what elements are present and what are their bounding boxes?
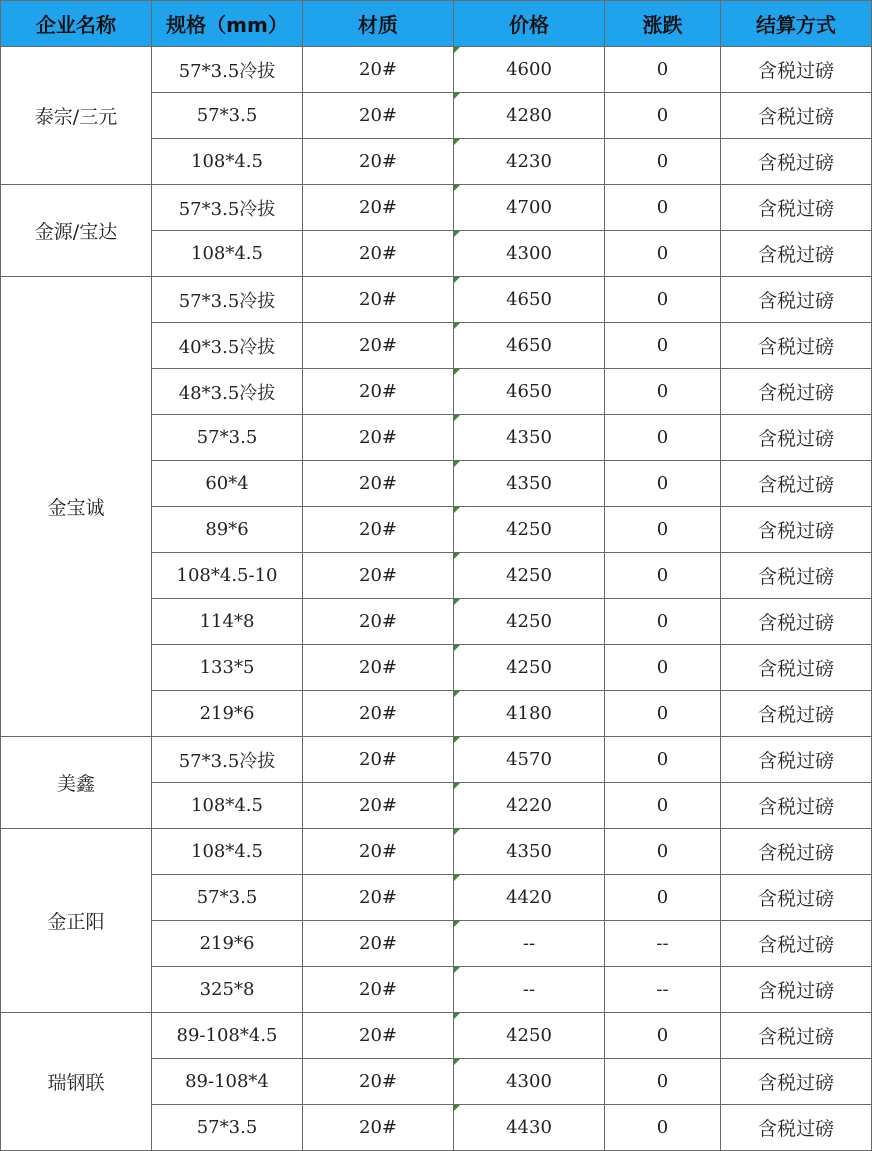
- spec-cell: 57*3.5冷拔: [152, 185, 303, 231]
- material-cell: 20#: [303, 507, 454, 553]
- spec-cell: 219*6: [152, 921, 303, 967]
- material-cell: 20#: [303, 415, 454, 461]
- price-cell: 4350: [454, 461, 605, 507]
- material-cell: 20#: [303, 829, 454, 875]
- header-material: 材质: [303, 1, 454, 47]
- settlement-cell: 含税过磅: [721, 553, 872, 599]
- spec-cell: 108*4.5-10: [152, 553, 303, 599]
- settlement-cell: 含税过磅: [721, 783, 872, 829]
- price-cell: 4250: [454, 507, 605, 553]
- material-cell: 20#: [303, 553, 454, 599]
- header-price: 价格: [454, 1, 605, 47]
- change-cell: 0: [605, 461, 721, 507]
- spec-cell: 108*4.5: [152, 139, 303, 185]
- company-name-cell: 金宝诚: [1, 277, 152, 737]
- material-cell: 20#: [303, 461, 454, 507]
- price-cell: 4220: [454, 783, 605, 829]
- spec-cell: 57*3.5: [152, 875, 303, 921]
- change-cell: 0: [605, 369, 721, 415]
- settlement-cell: 含税过磅: [721, 185, 872, 231]
- material-cell: 20#: [303, 1105, 454, 1151]
- spec-cell: 48*3.5冷拔: [152, 369, 303, 415]
- table-row: [1, 185, 872, 231]
- company-name-cell: 金源/宝达: [1, 185, 152, 277]
- settlement-cell: 含税过磅: [721, 1059, 872, 1105]
- change-cell: 0: [605, 231, 721, 277]
- change-cell: --: [605, 921, 721, 967]
- table-row: [1, 47, 872, 93]
- header-spec: 规格（mm）: [152, 1, 303, 47]
- settlement-cell: 含税过磅: [721, 967, 872, 1013]
- change-cell: 0: [605, 645, 721, 691]
- material-cell: 20#: [303, 599, 454, 645]
- change-cell: 0: [605, 47, 721, 93]
- price-cell: 4430: [454, 1105, 605, 1151]
- header-row: [1, 1, 872, 47]
- price-cell: 4570: [454, 737, 605, 783]
- spec-cell: 57*3.5: [152, 415, 303, 461]
- price-cell: 4420: [454, 875, 605, 921]
- settlement-cell: 含税过磅: [721, 691, 872, 737]
- settlement-cell: 含税过磅: [721, 231, 872, 277]
- price-cell: --: [454, 921, 605, 967]
- spec-cell: 57*3.5冷拔: [152, 737, 303, 783]
- settlement-cell: 含税过磅: [721, 737, 872, 783]
- material-cell: 20#: [303, 277, 454, 323]
- change-cell: 0: [605, 691, 721, 737]
- settlement-cell: 含税过磅: [721, 369, 872, 415]
- material-cell: 20#: [303, 93, 454, 139]
- table-row: [1, 277, 872, 323]
- spec-cell: 108*4.5: [152, 829, 303, 875]
- header-change: 涨跌: [605, 1, 721, 47]
- change-cell: 0: [605, 1013, 721, 1059]
- settlement-cell: 含税过磅: [721, 829, 872, 875]
- price-cell: 4300: [454, 231, 605, 277]
- settlement-cell: 含税过磅: [721, 1105, 872, 1151]
- material-cell: 20#: [303, 47, 454, 93]
- spec-cell: 40*3.5冷拔: [152, 323, 303, 369]
- price-cell: 4650: [454, 323, 605, 369]
- spec-cell: 60*4: [152, 461, 303, 507]
- change-cell: 0: [605, 737, 721, 783]
- price-cell: 4180: [454, 691, 605, 737]
- spec-cell: 57*3.5冷拔: [152, 277, 303, 323]
- settlement-cell: 含税过磅: [721, 599, 872, 645]
- settlement-cell: 含税过磅: [721, 507, 872, 553]
- table-row: [1, 1013, 872, 1059]
- change-cell: 0: [605, 829, 721, 875]
- company-name-cell: 瑞钢联: [1, 1013, 152, 1151]
- change-cell: 0: [605, 185, 721, 231]
- settlement-cell: 含税过磅: [721, 139, 872, 185]
- company-name-cell: 美鑫: [1, 737, 152, 829]
- change-cell: 0: [605, 783, 721, 829]
- settlement-cell: 含税过磅: [721, 461, 872, 507]
- material-cell: 20#: [303, 1013, 454, 1059]
- settlement-cell: 含税过磅: [721, 415, 872, 461]
- material-cell: 20#: [303, 737, 454, 783]
- spec-cell: 108*4.5: [152, 783, 303, 829]
- material-cell: 20#: [303, 139, 454, 185]
- material-cell: 20#: [303, 231, 454, 277]
- price-cell: 4250: [454, 599, 605, 645]
- spec-cell: 219*6: [152, 691, 303, 737]
- material-cell: 20#: [303, 967, 454, 1013]
- price-cell: 4350: [454, 829, 605, 875]
- spec-cell: 89*6: [152, 507, 303, 553]
- spec-cell: 57*3.5: [152, 1105, 303, 1151]
- table-body: [1, 47, 872, 1151]
- spec-cell: 57*3.5: [152, 93, 303, 139]
- price-cell: 4250: [454, 553, 605, 599]
- material-cell: 20#: [303, 691, 454, 737]
- spec-cell: 89-108*4: [152, 1059, 303, 1105]
- settlement-cell: 含税过磅: [721, 93, 872, 139]
- change-cell: 0: [605, 599, 721, 645]
- material-cell: 20#: [303, 921, 454, 967]
- spec-cell: 114*8: [152, 599, 303, 645]
- change-cell: 0: [605, 507, 721, 553]
- spec-cell: 57*3.5冷拔: [152, 47, 303, 93]
- company-name-cell: 金正阳: [1, 829, 152, 1013]
- change-cell: 0: [605, 415, 721, 461]
- spec-cell: 325*8: [152, 967, 303, 1013]
- settlement-cell: 含税过磅: [721, 47, 872, 93]
- material-cell: 20#: [303, 369, 454, 415]
- settlement-cell: 含税过磅: [721, 277, 872, 323]
- settlement-cell: 含税过磅: [721, 875, 872, 921]
- price-cell: 4700: [454, 185, 605, 231]
- price-cell: 4350: [454, 415, 605, 461]
- spec-cell: 89-108*4.5: [152, 1013, 303, 1059]
- price-cell: 4650: [454, 369, 605, 415]
- settlement-cell: 含税过磅: [721, 1013, 872, 1059]
- material-cell: 20#: [303, 323, 454, 369]
- change-cell: 0: [605, 93, 721, 139]
- price-cell: 4280: [454, 93, 605, 139]
- change-cell: 0: [605, 875, 721, 921]
- price-cell: 4600: [454, 47, 605, 93]
- change-cell: 0: [605, 1105, 721, 1151]
- material-cell: 20#: [303, 783, 454, 829]
- header-company: 企业名称: [1, 1, 152, 47]
- change-cell: 0: [605, 553, 721, 599]
- settlement-cell: 含税过磅: [721, 323, 872, 369]
- change-cell: 0: [605, 277, 721, 323]
- price-cell: 4250: [454, 645, 605, 691]
- price-cell: 4650: [454, 277, 605, 323]
- material-cell: 20#: [303, 1059, 454, 1105]
- table-row: [1, 829, 872, 875]
- price-cell: 4230: [454, 139, 605, 185]
- table-row: [1, 737, 872, 783]
- price-cell: --: [454, 967, 605, 1013]
- header-settlement: 结算方式: [721, 1, 872, 47]
- material-cell: 20#: [303, 185, 454, 231]
- price-cell: 4250: [454, 1013, 605, 1059]
- change-cell: --: [605, 967, 721, 1013]
- spec-cell: 133*5: [152, 645, 303, 691]
- price-cell: 4300: [454, 1059, 605, 1105]
- settlement-cell: 含税过磅: [721, 921, 872, 967]
- change-cell: 0: [605, 139, 721, 185]
- settlement-cell: 含税过磅: [721, 645, 872, 691]
- material-cell: 20#: [303, 645, 454, 691]
- change-cell: 0: [605, 1059, 721, 1105]
- spec-cell: 108*4.5: [152, 231, 303, 277]
- change-cell: 0: [605, 323, 721, 369]
- company-name-cell: 泰宗/三元: [1, 47, 152, 185]
- material-cell: 20#: [303, 875, 454, 921]
